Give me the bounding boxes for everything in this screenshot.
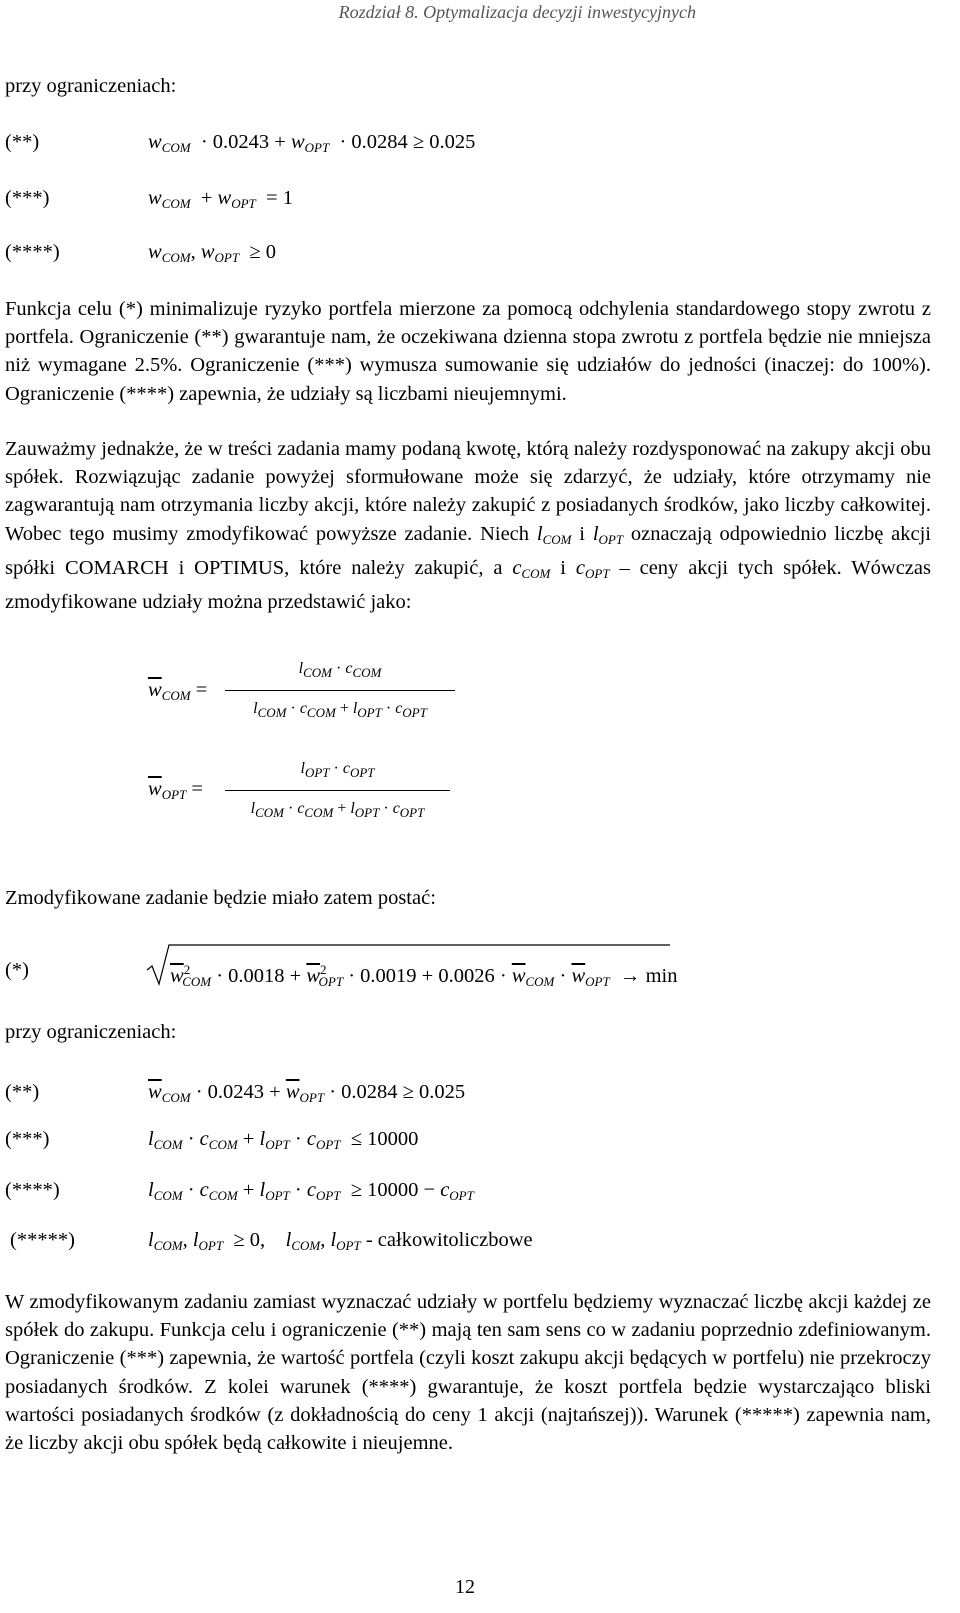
constraint-label: (****): [5, 1179, 60, 1201]
paragraph-text: Zauważmy jednakże, że w treści zadania mamy podaną kwotę, którą należy rozdysponować na zakupy akcji obu spółek. Rozwiązując zadanie powyżej sformułowane może się zdarzyć, że udziały, które otrzymamy nie zagwarantują nam otrzymania liczby akcji, które należy zakupić z posiadanych środków, jako liczby całkowitej. Wobec tego musimy zmodyfikować powyższe zadanie. Niech $l_{COM}$ i $l_{OPT}$ oznaczają odpowiednio liczbę akcji spółki COMARCH i OPTIMUS, które należy zakupić, a $c_{COM}$ i $c_{OPT}$ – ceny akcji tych spółek. Wówczas zmodyfikowane udziały można przedstawić jako:: [5, 438, 931, 614]
constraint-label: (****): [5, 241, 60, 263]
constraint-expr: $w_{COM} + w_{OPT} = 1$: [148, 187, 293, 211]
formula-w-opt: $\overline{w}_{OPT}$ =: [148, 778, 203, 802]
constraint-expr: $l_{COM}$, $l_{OPT} \ge 0$, $l_{COM}$, $l_{OPT}$ - całkowitoliczbowe: [148, 1229, 533, 1253]
paragraph-1: [5, 295, 931, 408]
formula-lhs: $\overline{w}$: [148, 778, 162, 800]
fraction-w-com: [225, 660, 455, 740]
paragraph-text: W zmodyfikowanym zadaniu zamiast wyznaczać udziały w portfelu będziemy wyznaczać liczbę akcji każdej ze spółek do zakupu. Funkcja celu i ograniczenie (**) mają ten sam sens co w zadaniu poprzednio zdefiniowanym. Ograniczenie (***) zapewnia, że wartość portfela (czyli koszt zakupu akcji będących w portfelu) nie przekroczy posiadanych środków. Z kolei warunek (****) gwarantuje, że koszt portfela będzie wystarczająco bliski wartości posiadanych środków (z dokładnością do ceny 1 akcji (najtańszej)). Warunek (*****) zapewnia nam, że liczby akcji obu spółek będą całkowite i nieujemne.: [5, 1291, 931, 1455]
paragraph-3: [5, 1288, 931, 1457]
constraint-expr: $l_{COM} \cdot c_{COM} + l_{OPT} \cdot c_{OPT} \le 10000$: [148, 1128, 419, 1152]
fraction-w-opt: [225, 760, 450, 840]
constraint-label: (**): [5, 1081, 40, 1103]
fraction-denominator: $l_{COM} \cdot c_{COM} + l_{OPT} \cdot c_{OPT}$: [253, 700, 427, 720]
paragraph-2: [5, 435, 931, 616]
constraint-expr: $l_{COM} \cdot c_{COM} + l_{OPT} \cdot c_{OPT} \ge 10000 - c_{OPT}$: [148, 1179, 474, 1203]
constraint-label: (***): [5, 187, 50, 209]
constraints-intro-2: przy ograniczeniach:: [5, 1021, 177, 1043]
objective-expr: $\overline{w}^2_{COM} \cdot 0.0018 + \overline{w}^2_{OPT} \cdot 0.0019 + 0.0026 \cdot \overline{w}_{COM} \cdot \overline{w}_{OPT} \to \min$: [170, 962, 678, 989]
constraint-expr: $w_{COM}$, $w_{OPT} \ge 0$: [148, 241, 276, 265]
fraction-bar: [225, 790, 450, 791]
fraction-numerator: $l_{COM} \cdot c_{COM}$: [298, 660, 382, 680]
fraction-bar: [225, 690, 455, 691]
page-number: 12: [455, 1576, 475, 1598]
constraint-expr: $w_{COM} \cdot 0.0243 + w_{OPT} \cdot 0.0284 \ge 0.025$: [148, 131, 476, 155]
constraint-label: (*****): [10, 1229, 75, 1251]
constraint-expr: $\overline{w}_{COM} \cdot 0.0243 + \overline{w}_{OPT} \cdot 0.0284 \ge 0.025$: [148, 1081, 466, 1105]
paragraph-text: Funkcja celu (*) minimalizuje ryzyko portfela mierzone za pomocą odchylenia standardowego stopy zwrotu z portfela. Ograniczenie (**) gwarantuje nam, że oczekiwana dzienna stopa zwrotu z portfela będzie nie mniejsza niż wymagane 2.5%. Ograniczenie (***) wymusza sumowanie się udziałów do jedności (inaczej: do 100%). Ograniczenie (****) zapewnia, że udziały są liczbami nieujemnymi.: [5, 298, 931, 405]
fraction-denominator: $l_{COM} \cdot c_{COM} + l_{OPT} \cdot c_{OPT}$: [250, 800, 425, 820]
objective-label: (*): [5, 959, 29, 981]
constraints-intro: przy ograniczeniach:: [5, 75, 177, 97]
modified-intro: Zmodyfikowane zadanie będzie miało zatem postać:: [5, 887, 436, 909]
formula-w-com: $\overline{w}_{COM}$ =: [148, 679, 208, 703]
fraction-numerator: $l_{OPT} \cdot c_{OPT}$: [300, 760, 375, 780]
page-header: Rozdział 8. Optymalizacja decyzji inwestycyjnych: [338, 2, 696, 22]
constraint-label: (***): [5, 1128, 50, 1150]
formula-lhs: $\overline{w}$: [148, 679, 162, 701]
constraint-label: (**): [5, 131, 40, 153]
